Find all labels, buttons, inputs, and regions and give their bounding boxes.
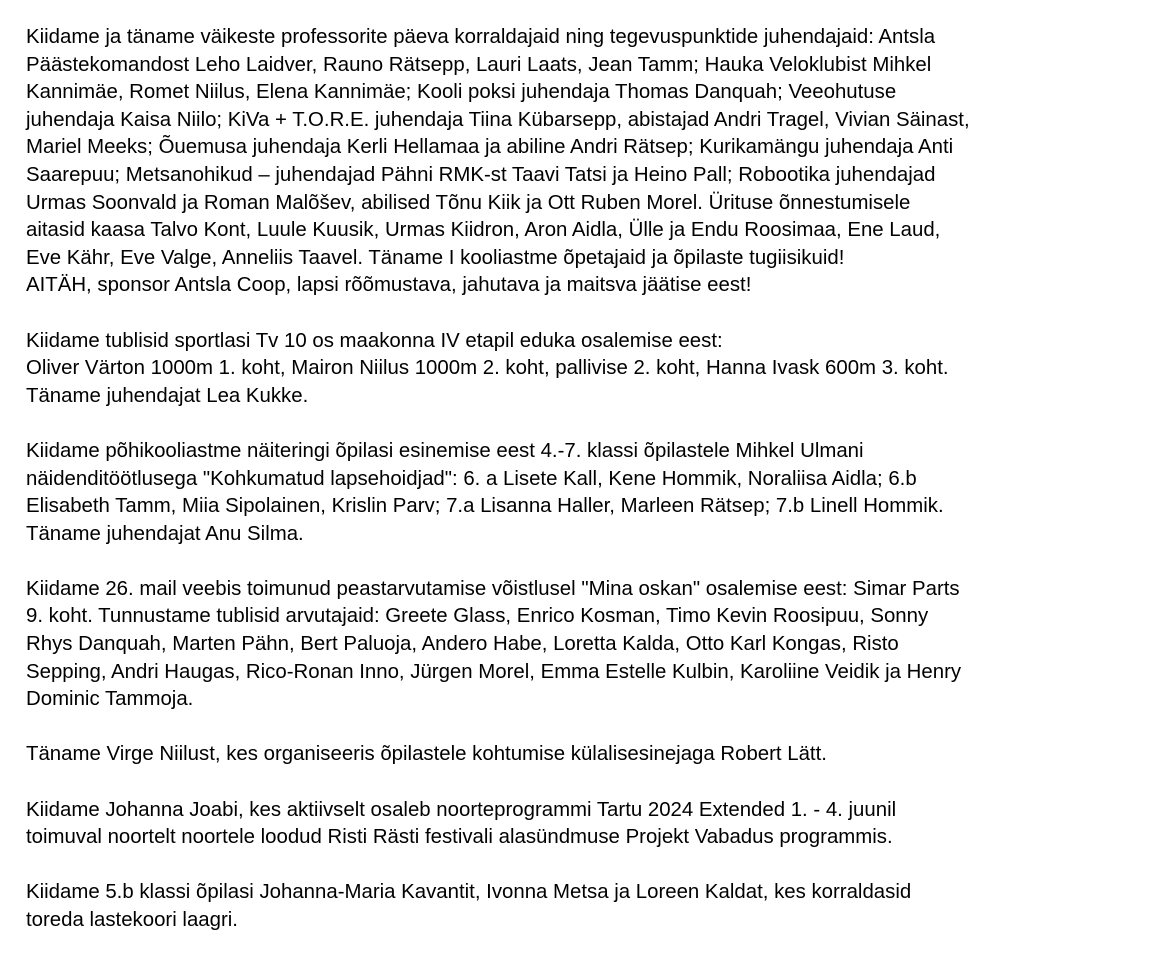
text-line: Kiidame ja täname väikeste professorite päeva korraldajaid ning tegevuspunktide juhendajaid: Antsla <box>26 26 936 48</box>
text-line: Sepping, Andri Haugas, Rico-Ronan Inno, Jürgen Morel, Emma Estelle Kulbin, Karoliine Veidik ja Henry <box>26 660 962 683</box>
text-line: Kiidame põhikooliastme näiteringi õpilasi esinemise eest 4.-7. klassi õpilastele Mihkel Ulmani <box>26 439 864 462</box>
text-line: Saarepuu; Metsanohikud – juhendajad Pähni RMK-st Taavi Tatsi ja Heino Pall; Robootika juhendajad <box>26 163 936 186</box>
paragraph-youth-programme <box>26 797 1146 852</box>
text-line: Kiidame Johanna Joabi, kes aktiivselt osaleb noorteprogrammi Tartu 2024 Extended 1. - 4. juunil <box>26 798 897 821</box>
text-line: Dominic Tammoja. <box>26 688 194 711</box>
text-line: toimuval noortelt noortele loodud Risti Rästi festivali alasündmuse Projekt Vabadus programmis. <box>26 826 893 849</box>
text-line: Eve Kähr, Eve Valge, Anneliis Taavel. Täname I kooliastme õpetajaid ja õpilaste tugiisikuid! <box>26 246 845 269</box>
text-line: juhendaja Kaisa Niilo; KiVa + T.O.R.E. juhendaja Tiina Kübarsepp, abistajad Andri Tragel, Vivian Säinast, <box>26 108 970 131</box>
paragraph-organizers-thanks <box>26 24 1146 300</box>
text-line: Urmas Soonvald ja Roman Malõšev, abilised Tõnu Kiik ja Ott Ruben Morel. Ürituse õnnestumisele <box>26 191 911 214</box>
text-line: Täname juhendajat Lea Kukke. <box>26 384 309 407</box>
text-line: näidenditöötlusega "Kohkumatud lapsehoidjad": 6. a Lisete Kall, Kene Hommik, Noraliisa Aidla; 6.b <box>26 467 917 490</box>
text-line: aitasid kaasa Talvo Kont, Luule Kuusik, Urmas Kiidron, Aron Aidla, Ülle ja Endu Roosimaa, Ene Laud, <box>26 219 941 242</box>
text-line: 9. koht. Tunnustame tublisid arvutajaid: Greete Glass, Enrico Kosman, Timo Kevin Roosipuu, Sonny <box>26 605 929 628</box>
paragraph-choir-camp <box>26 879 1146 934</box>
text-line: AITÄH, sponsor Antsla Coop, lapsi rõõmustava, jahutava ja maitsva jäätise eest! <box>26 274 752 297</box>
text-line: Elisabeth Tamm, Miia Sipolainen, Krislin Parv; 7.a Lisanna Haller, Marleen Rätsep; 7.b Linell Hommik. <box>26 495 944 518</box>
text-line: Rhys Danquah, Marten Pähn, Bert Paluoja, Andero Habe, Loretta Kalda, Otto Karl Kongas, Risto <box>26 633 899 656</box>
text-line: Oliver Värton 1000m 1. koht, Mairon Niilus 1000m 2. koht, pallivise 2. koht, Hanna Ivask 600m 3. koht. <box>26 357 949 380</box>
text-line: Mariel Meeks; Õuemusa juhendaja Kerli Hellamaa ja abiline Andri Rätsep; Kurikamängu juhendaja Anti <box>26 136 954 159</box>
paragraph-guest-speaker <box>26 741 1146 769</box>
text-line: Kiidame 5.b klassi õpilasi Johanna-Maria Kavantit, Ivonna Metsa ja Loreen Kaldat, kes korraldasid <box>26 881 912 904</box>
text-line: toreda lastekoori laagri. <box>26 909 238 931</box>
text-line: Kiidame tublisid sportlasi Tv 10 os maakonna IV etapil eduka osalemise eest: <box>26 329 723 352</box>
document-body <box>26 24 1146 935</box>
paragraph-sports-results <box>26 328 1146 411</box>
paragraph-drama-club <box>26 438 1146 548</box>
text-line: Kiidame 26. mail veebis toimunud peastarvutamise võistlusel "Mina oskan" osalemise eest: Simar Parts <box>26 577 960 600</box>
text-line: Kannimäe, Romet Niilus, Elena Kannimäe; Kooli poksi juhendaja Thomas Danquah; Veeohutuse <box>26 81 897 104</box>
paragraph-mental-math-contest <box>26 576 1146 714</box>
text-line: Täname Virge Niilust, kes organiseeris õpilastele kohtumise külalisesinejaga Robert Lätt. <box>26 743 827 766</box>
text-line: Päästekomandost Leho Laidver, Rauno Rätsepp, Lauri Laats, Jean Tamm; Hauka Veloklubist Mihkel <box>26 53 932 76</box>
text-line: Täname juhendajat Anu Silma. <box>26 522 304 545</box>
